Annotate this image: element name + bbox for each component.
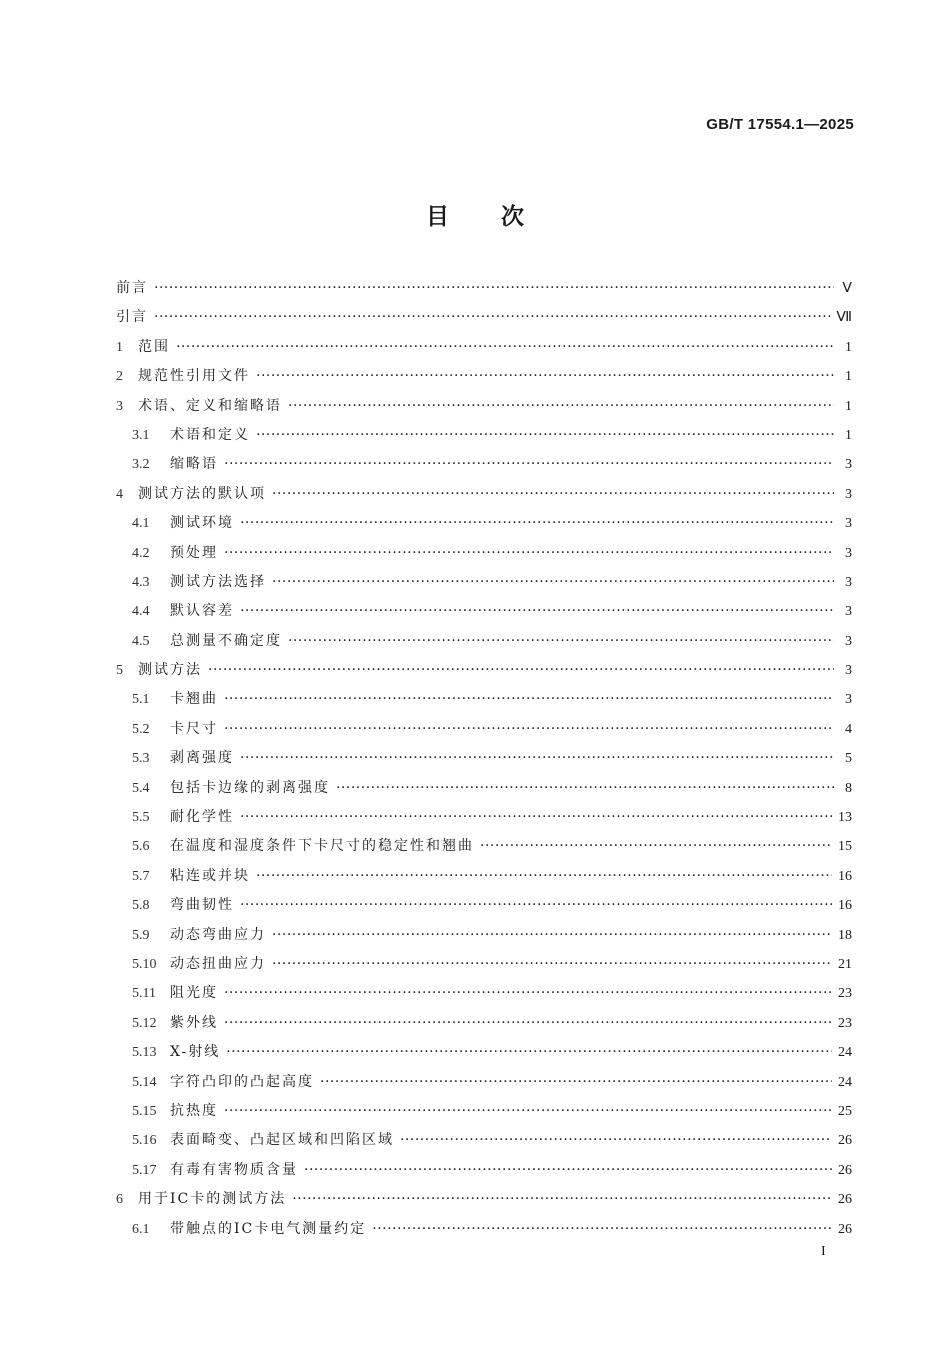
toc-entry-label: 弯曲韧性 [170,897,234,914]
toc-entry-page: 3 [845,633,852,649]
toc-entry[interactable] [116,950,852,979]
toc-entry[interactable] [116,1185,852,1214]
toc-entry-number: 4.1 [132,516,150,532]
toc-leader-dots [272,950,832,979]
toc-leader-dots [480,832,832,861]
toc-entry-number: 5.12 [132,1015,157,1031]
toc-entry-number: 5.2 [132,721,150,737]
toc-entry-page: 3 [845,545,852,561]
toc-leader-dots [336,774,834,803]
toc-entry-page: 26 [838,1133,852,1149]
toc-leader-dots [154,303,830,332]
toc-leader-dots [400,1126,832,1155]
toc-leader-dots [372,1215,832,1244]
toc-leader-dots [224,979,832,1008]
toc-entry[interactable] [116,979,852,1008]
toc-entry-number: 5.9 [132,927,150,943]
toc-leader-dots [240,744,834,773]
toc-leader-dots [224,450,834,479]
toc-entry-label: 前言 [116,280,148,296]
toc-entry-label: 紫外线 [170,1014,218,1031]
toc-entry-label: 测试方法 [138,662,202,679]
toc-entry-label: 卡翘曲 [170,691,218,708]
toc-entry-label: 动态扭曲应力 [170,955,266,972]
toc-leader-dots [240,891,832,920]
toc-entry-label: 测试环境 [170,515,234,532]
toc-entry-number: 2 [116,369,123,385]
toc-entry-number: 4.4 [132,604,150,620]
toc-entry-label: 剥离强度 [170,750,234,767]
toc-leader-dots [176,333,834,362]
toc-leader-dots [240,509,834,538]
toc-entry-label: 术语、定义和缩略语 [138,397,282,414]
toc-entry-page: 26 [838,1162,852,1178]
toc-entry[interactable] [116,685,852,714]
toc-entry-number: 3.2 [132,457,150,473]
toc-entry-label: 预处理 [170,544,218,561]
toc-leader-dots [240,803,832,832]
toc-entry-page: 3 [845,457,852,473]
toc-entry[interactable] [116,362,852,391]
toc-entry[interactable] [116,774,852,803]
toc-entry-label: 抗热度 [170,1102,218,1119]
toc-entry-page: 26 [838,1192,852,1208]
toc-entry-label: 总测量不确定度 [170,632,282,649]
toc-entry[interactable] [116,921,852,950]
toc-entry-page: 24 [838,1045,852,1061]
toc-leader-dots [208,656,834,685]
toc-entry-label: 阻光度 [170,985,218,1002]
toc-entry[interactable] [116,1215,852,1244]
toc-entry-page: 1 [845,369,852,385]
toc-entry-label: 默认容差 [170,603,234,620]
toc-entry-label: 引言 [116,309,148,326]
toc-entry-label: 用于IC卡的测试方法 [138,1191,287,1208]
toc-entry-number: 6.1 [132,1221,150,1237]
toc-leader-dots [240,597,834,626]
toc-entry-page: 26 [838,1221,852,1237]
toc-entry-label: 术语和定义 [170,426,250,443]
toc-entry-page: Ⅶ [836,310,852,326]
toc-leader-dots [256,421,834,450]
toc-entry-number: 5.15 [132,1103,157,1119]
toc-entry-page: 23 [838,1015,852,1031]
toc-entry-number: 6 [116,1192,123,1208]
toc-entry-number: 5.13 [132,1045,157,1061]
toc-entry[interactable] [116,421,852,450]
toc-entry-label: 缩略语 [170,456,218,473]
toc-entry-page: 1 [845,427,852,443]
toc-leader-dots [224,685,834,714]
toc-entry-page: 3 [845,663,852,679]
toc-entry[interactable] [116,333,852,362]
toc-entry-number: 5.14 [132,1074,157,1090]
toc-entry[interactable] [116,274,852,303]
toc-leader-dots [272,480,834,509]
toc-entry-number: 5.6 [132,839,150,855]
toc-entry-label: 范围 [138,338,170,355]
toc-entry[interactable] [116,597,852,626]
toc-entry[interactable] [116,715,852,744]
toc-entry[interactable] [116,1156,852,1185]
toc-entry-number: 5.11 [132,986,156,1002]
toc-leader-dots [320,1068,832,1097]
toc-leader-dots [224,1009,832,1038]
toc-leader-dots [272,921,832,950]
toc-entry[interactable] [116,539,852,568]
toc-entry[interactable] [116,509,852,538]
toc-entry-page: 4 [845,721,852,737]
toc-entry-page: 3 [845,604,852,620]
toc-entry-number: 4 [116,486,123,502]
toc-entry[interactable] [116,392,852,421]
toc-entry-page: 1 [845,339,852,355]
toc-leader-dots [272,568,834,597]
toc-entry-number: 5.7 [132,868,150,884]
toc-entry-label: 包括卡边缘的剥离强度 [170,779,330,796]
toc-entry-page: 16 [838,868,852,884]
toc-entry[interactable] [116,803,852,832]
toc-leader-dots [224,715,834,744]
toc-entry-number: 5.17 [132,1162,157,1178]
toc-entry-page: 3 [845,692,852,708]
toc-entry-page: 8 [845,780,852,796]
toc-entry-number: 5.1 [132,692,150,708]
toc-leader-dots [256,362,834,391]
toc-entry-page: 18 [838,927,852,943]
toc-leader-dots [224,539,834,568]
toc-entry-number: 5 [116,663,123,679]
toc-entry-number: 5.10 [132,956,157,972]
toc-entry[interactable] [116,832,852,861]
toc-entry-label: 带触点的IC卡电气测量约定 [170,1220,367,1237]
toc-entry-label: 测试方法的默认项 [138,485,266,502]
toc-entry-label: 粘连或并块 [170,867,250,884]
toc-leader-dots [304,1156,832,1185]
toc-entry-page: 3 [845,516,852,532]
toc-leader-dots [256,862,832,891]
toc-entry-label: 字符凸印的凸起高度 [170,1073,314,1090]
toc-entry-label: 在温度和湿度条件下卡尺寸的稳定性和翘曲 [170,838,474,855]
toc-entry-page: 3 [845,574,852,590]
toc-entry[interactable] [116,862,852,891]
toc-entry-page: 21 [838,956,852,972]
standard-code: GB/T 17554.1—2025 [706,116,854,133]
toc-entry-label: 耐化学性 [170,809,234,826]
toc-entry-number: 5.3 [132,751,150,767]
toc-entry-label: 有毒有害物质含量 [170,1161,298,1178]
toc-entry-page: 5 [845,751,852,767]
toc-entry-number: 1 [116,339,123,355]
toc-entry-label: 测试方法选择 [170,573,266,590]
toc-entry[interactable] [116,627,852,656]
toc-entry-number: 4.2 [132,545,150,561]
toc-leader-dots [226,1038,832,1067]
toc-entry-page: 25 [838,1103,852,1119]
toc-entry[interactable] [116,450,852,479]
toc-entry-number: 5.16 [132,1133,157,1149]
toc-entry-page: 3 [845,486,852,502]
toc-entry-number: 5.5 [132,810,150,826]
toc-entry[interactable] [116,744,852,773]
toc-entry[interactable] [116,1097,852,1126]
toc-entry-number: 3.1 [132,427,150,443]
toc-entry[interactable] [116,656,852,685]
toc-entry-label: 表面畸变、凸起区域和凹陷区域 [170,1132,394,1149]
toc-entry-number: 4.5 [132,633,150,649]
toc-leader-dots [154,274,834,303]
toc-entry[interactable] [116,1009,852,1038]
toc-entry[interactable] [116,480,852,509]
toc-entry-page: 24 [838,1074,852,1090]
toc-entry-number: 5.4 [132,780,150,796]
toc-entry-page: 13 [838,810,852,826]
toc-entry[interactable] [116,891,852,920]
toc-entry-label: 卡尺寸 [170,720,218,737]
toc-leader-dots [292,1185,832,1214]
toc-leader-dots [224,1097,832,1126]
page-title: 目次 [426,204,576,230]
toc-leader-dots [288,627,834,656]
toc-entry-label: X-射线 [170,1044,221,1061]
toc-leader-dots [288,392,834,421]
toc-entry-page: 16 [838,898,852,914]
toc-entry[interactable] [116,568,852,597]
toc-entry-page: 23 [838,986,852,1002]
toc-entry[interactable] [116,1068,852,1097]
toc-entry[interactable] [116,1126,852,1155]
page-number: I [821,1244,826,1259]
toc-entry-page: Ⅴ [842,281,852,296]
toc-entry-page: 15 [838,839,852,855]
toc-entry-number: 5.8 [132,898,150,914]
toc-entry[interactable] [116,303,852,332]
toc-entry-number: 4.3 [132,574,150,590]
toc-entry-page: 1 [845,398,852,414]
toc-entry-number: 3 [116,398,123,414]
table-of-contents [116,274,852,1244]
toc-entry-label: 动态弯曲应力 [170,926,266,943]
toc-entry-label: 规范性引用文件 [138,368,250,385]
toc-entry[interactable] [116,1038,852,1067]
